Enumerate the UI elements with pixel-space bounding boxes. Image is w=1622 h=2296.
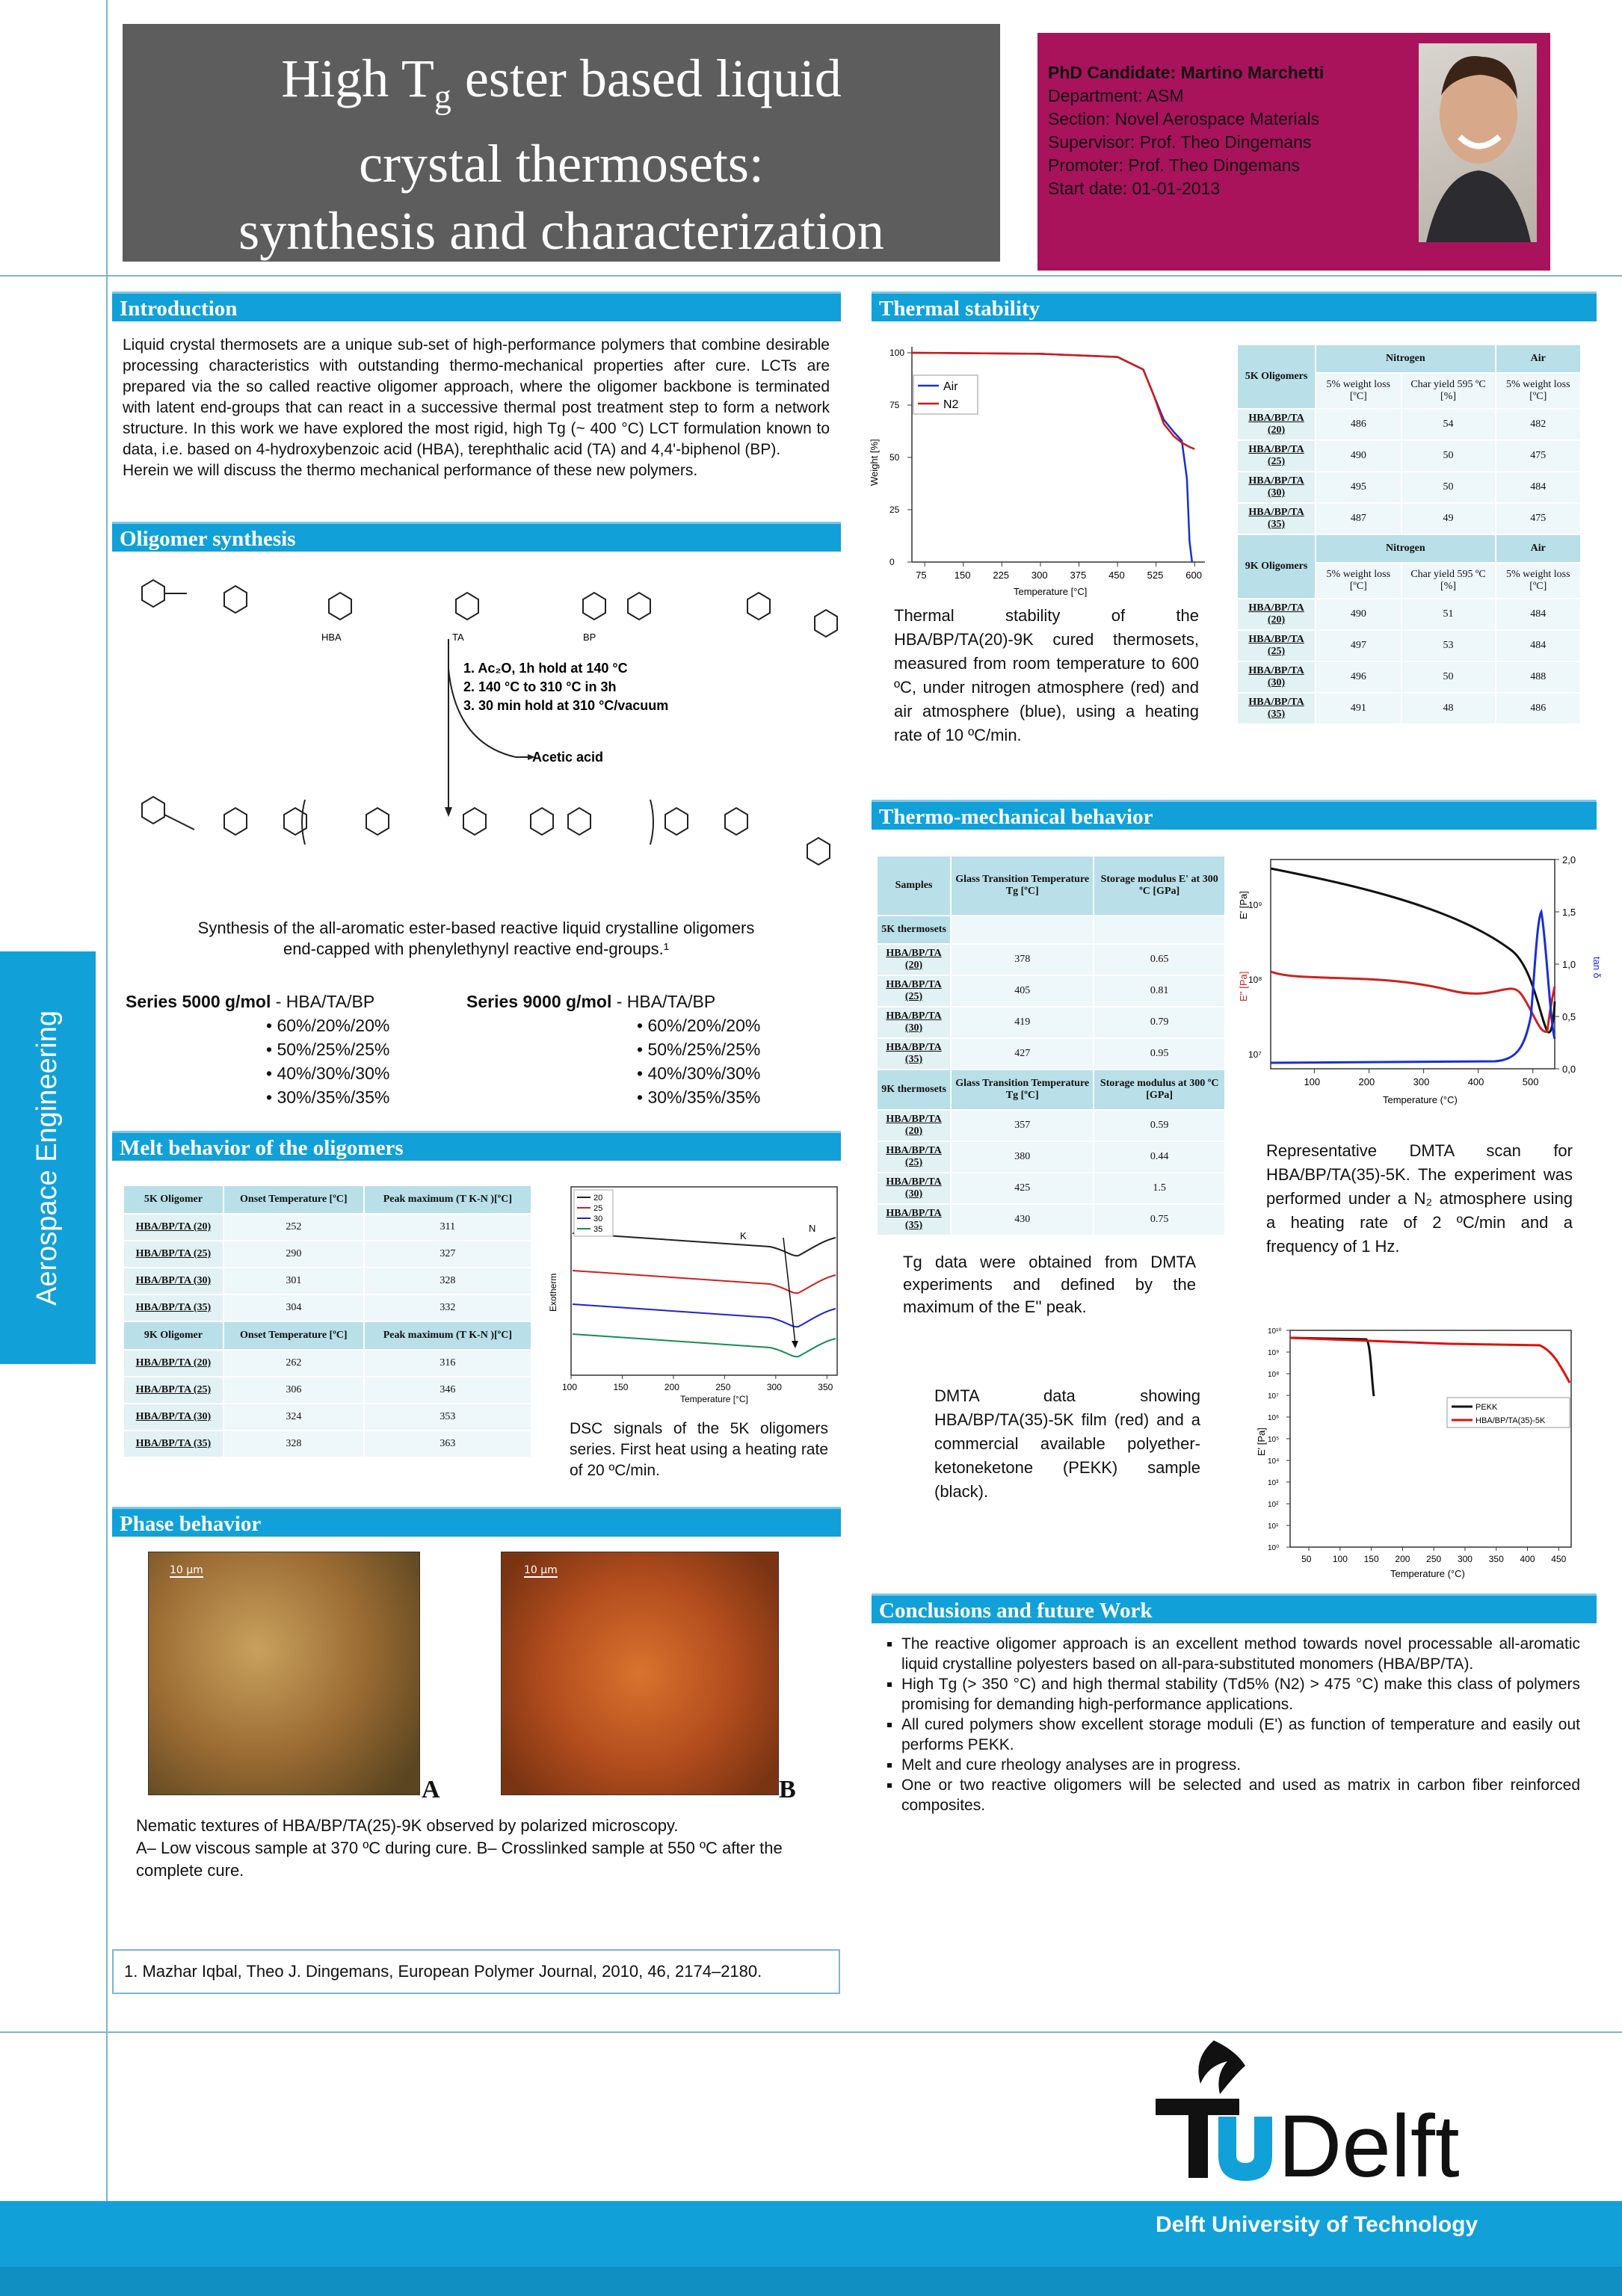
byproduct-label: Acetic acid [532,750,604,765]
tga-xtick-label: 600 [1185,570,1202,581]
phase-caption: Nematic textures of HBA/BP/TA(25)-9K observed by polarized microscopy. A– Low viscous sample at 370 ºC during cure. B– Crosslinked sample at 550 ºC after the complete cure. [136,1816,783,1880]
table-row: HBA/BP/TA (35) 491 48 486 [1237,693,1581,724]
table-row: HBA/BP/TA (30) 425 1.5 [877,1173,1225,1204]
dmta-y2label: E'' [Pa] [1238,971,1249,1002]
reaction-scheme [112,557,841,916]
section-thermo-mechanical: Thermo-mechanical behavior [872,800,1597,830]
section-thermal-stability: Thermal stability [872,291,1597,321]
micrograph-b [501,1552,779,1795]
table-row: HBA/BP/TA (20) 378 0.65 [877,944,1225,975]
pekk-ytick-label: 10² [1268,1501,1279,1509]
series-5k: Series 5000 g/mol - HBA/TA/BP • 60%/20%/20% • 50%/25%/25% • 40%/30%/30% • 30%/35%/35% [126,992,390,1107]
dmta-y3tick-label: 0,5 [1562,1011,1576,1022]
tga-xtick-label: 150 [954,570,971,581]
dsc-legend-label: 35 [593,1225,603,1234]
table-row: HBA/BP/TA (25) 290 327 [123,1241,531,1268]
melt-table: 5K Oligomer Onset Temperature [ºC] Peak maximum (T K-N )[ºC] HBA/BP/TA (20) 252 311 HBA/BP/TA (25) 290 327 HBA/BP/TA (30) 301 328 HBA/BP/TA (35) 304 332 9K Oligomer Onset Temperature [ºC] Peak maximum (T K-N )[ºC] HBA/BP/TA (20) 262 316 HBA/BP/TA (25) 306 346 HBA/BP/TA (30) 324 353 HBA/BP/TA (35) 328 363 [123,1185,532,1458]
table-row: HBA/BP/TA (30) 324 353 [123,1404,531,1431]
table-row: HBA/BP/TA (35) 430 0.75 [877,1204,1225,1235]
legend-air: Air [943,380,958,393]
list-item: ▪ The reactive oligomer approach is an excellent method towards novel processable all-aromatic liquid crystalline polyesters based on all-para-substituted monomers (HBA/BP/TA). [901,1634,1580,1674]
candidate-photo [1419,43,1537,242]
list-item: ▪ One or two reactive oligomers will be selected and used as matrix in carbon fiber reinforced composites. [901,1775,1580,1815]
series-9k: Series 9000 g/mol - HBA/TA/BP • 60%/20%/20% • 50%/25%/25% • 40%/30%/30% • 30%/35%/35% [466,992,761,1107]
section-melt-behavior: Melt behavior of the oligomers [112,1131,841,1161]
table-row: HBA/BP/TA (30) 495 50 484 [1237,472,1581,503]
table-row: HBA/BP/TA (30) 419 0.79 [877,1007,1225,1038]
scheme-caption: Synthesis of the all-aromatic ester-based reactive liquid crystalline oligomers end-capped with phenylethynyl reactive end-groups.¹ [197,919,755,958]
tg-note: Tg data were obtained from DMTA experiments and defined by the maximum of the E'' peak. [903,1253,1196,1316]
tga-xtick-label: 75 [916,570,927,581]
table-row: HBA/BP/TA (25) 306 346 [123,1377,531,1404]
label-a: A [422,1776,440,1803]
pekk-ytick-label: 10⁵ [1268,1436,1280,1444]
reference: 1. Mazhar Iqbal, Theo J. Dingemans, European Polymer Journal, 2010, 46, 2174–2180. [112,1949,840,1994]
tga-xtick-label: 300 [1031,570,1048,581]
label-hba: HBA [321,632,342,643]
tga-chart [864,344,1208,605]
table-row: HBA/BP/TA (25) 490 50 475 [1237,440,1581,472]
dsc-xlabel: Temperature [°C] [680,1394,748,1404]
dsc-ylabel: Exotherm [548,1273,558,1312]
bottom-divider [0,2031,1622,2033]
table-row: HBA/BP/TA (30) 496 50 488 [1237,661,1581,693]
pekk-xtick-label: 50 [1301,1554,1312,1564]
tudelft-logo [1156,2036,1544,2196]
dmta-y3tick-label: 1,5 [1562,907,1576,918]
tga-ytick-label: 75 [889,400,900,410]
pekk-xtick-label: 400 [1520,1554,1535,1564]
tga-ylabel: Weight [%] [869,439,880,486]
dmta-ylabel: E' [Pa] [1238,891,1249,919]
pekk-xtick-label: 450 [1551,1554,1567,1564]
conclusions-list [879,1634,1580,1815]
dmta-xtick-label: 100 [1304,1076,1321,1087]
department-sidebar [0,951,96,1364]
table-row: HBA/BP/TA (30) 301 328 [123,1268,531,1294]
table-row: HBA/BP/TA (20) 486 54 482 [1237,409,1581,440]
pekk-ytick-label: 10⁹ [1268,1349,1280,1357]
tga-xlabel: Temperature [°C] [1014,586,1088,597]
list-item: ▪ All cured polymers show excellent storage moduli (E') as function of temperature and easily out performs PEKK. [901,1715,1580,1755]
candidate-name: PhD Candidate: Martino Marchetti [1048,63,1325,82]
tga-ytick-label: 100 [889,348,905,358]
tga-xtick-label: 525 [1147,570,1164,581]
dmta-y3tick-label: 2,0 [1562,854,1576,865]
dmta-table: Samples Glass Transition Temperature Tg [ºC] Storage modulus E' at 300 ºC [GPa] 5K thermosets HBA/BP/TA (20) 378 0.65 HBA/BP/TA (25) 405 0.81 HBA/BP/TA (30) 419 0.79 HBA/BP/TA (35) 427 0.95 9K thermosets Glass Transition Temperature Tg [ºC] Storage modulus at 300 ºC [GPa] HBA/BP/TA (20) 357 0.59 HBA/BP/TA (25) 380 0.44 HBA/BP/TA (30) 425 1.5 HBA/BP/TA (35) 430 0.75 [876,855,1226,1236]
label-bp: BP [583,632,596,643]
section-conclusions: Conclusions and future Work [872,1593,1597,1623]
pekk-xtick-label: 200 [1395,1554,1410,1564]
dsc-xtick-label: 150 [613,1382,629,1392]
pekk-ytick-label: 10⁰ [1268,1544,1280,1552]
tga-ytick-label: 25 [889,504,900,515]
intro-text: Liquid crystal thermosets are a unique sub-set of high-performance polymers that combine desirable processing characteristics with outstanding thermo-mechanical properties after cure. LCTs are prepared via the so called reactive oligomer approach, where the oligomer backbone is terminated with latent end-groups that can react in a successive thermal post treatment step to form a network structure. In this work we have explored the most rigid, high Tg (~ 400 °C) LCT formulation known to data, i.e. based on 4-hydroxybenzoic acid (HBA), terephthalic acid (TA) and 4,4'-biphenol (BP). Herein we will discuss the thermo mechanical performance of these new polymers. [123,336,830,479]
pekk-chart [1256,1321,1577,1583]
pekk-xtick-label: 300 [1457,1554,1473,1564]
pekk-ytick-label: 10³ [1268,1479,1279,1487]
pekk-caption: DMTA data showing HBA/BP/TA(35)-5K film (red) and a commercial available polyether-ketoneketone (PEKK) sample (black). [934,1386,1200,1501]
pekk-xtick-label: 250 [1426,1554,1442,1564]
left-guide-line [106,0,108,2201]
table-row: HBA/BP/TA (25) 405 0.81 [877,975,1225,1007]
tga-ytick-label: 0 [889,557,895,567]
pekk-ytick-label: 10¹ [1268,1522,1279,1531]
pekk-xtick-label: 150 [1363,1554,1379,1564]
pekk-ytick-label: 10⁶ [1268,1414,1280,1422]
table-row: HBA/BP/TA (20) 252 311 [123,1214,531,1241]
table-row: HBA/BP/TA (20) 357 0.59 [877,1110,1225,1141]
label-ta: TA [452,632,464,643]
tga-ytick-label: 50 [889,452,900,463]
table-row: HBA/BP/TA (35) 304 332 [123,1294,531,1321]
step-3: 3. 30 min hold at 310 °C/vacuum [463,698,669,713]
table-row: HBA/BP/TA (20) 490 51 484 [1237,599,1581,630]
list-item: ▪ High Tg (> 350 °C) and high thermal stability (Td5% (N2) > 475 °C) make this class of polymers promising for demanding high-performance applications. [901,1674,1580,1715]
section-introduction: Introduction [112,291,841,321]
dmta-chart [1226,852,1603,1106]
pekk-ytick-label: 10⁷ [1268,1392,1279,1401]
pekk-xtick-label: 100 [1332,1554,1348,1564]
pekk-ylabel: E' [Pa] [1256,1428,1267,1456]
tga-caption: Thermal stability of the HBA/BP/TA(20)-9K cured thermosets, measured from room temperature to 600 ºC, under nitrogen atmosphere (red) and air atmosphere (blue), using a heating rate of 10 ºC/min. [894,606,1199,744]
sidebar-label: Aerospace Engineering [31,1010,64,1306]
dsc-xtick-label: 250 [715,1382,731,1392]
dmta-y3label: tan δ [1591,957,1603,978]
annotation-k: K [740,1230,747,1241]
dmta-y3tick-label: 0,0 [1562,1064,1576,1075]
dsc-xtick-label: 100 [562,1382,578,1392]
pekk-xtick-label: 350 [1488,1554,1504,1564]
step-1: 1. Ac₂O, 1h hold at 140 °C [463,661,628,676]
dmta-ytick-label: 10⁸ [1248,975,1262,985]
dsc-legend-label: 20 [593,1194,603,1203]
list-item: ▪ Melt and cure rheology analyses are in progress. [901,1755,1580,1775]
tga-table: 5K Oligomers Nitrogen Air 5% weight loss [ºC] Char yield 595 ºC [%] 5% weight loss [ºC] HBA/BP/TA (20) 486 54 482 HBA/BP/TA (25) 490 50 475 HBA/BP/TA (30) 495 50 484 HBA/BP/TA (35) 487 49 475 9K Oligomers Nitrogen Air 5% weight loss [ºC] Char yield 595 ºC [%] 5% weight loss [ºC] HBA/BP/TA (20) 490 51 484 HBA/BP/TA (25) 497 53 484 HBA/BP/TA (30) 496 50 488 HBA/BP/TA (35) 491 48 486 [1236,344,1582,725]
poster-title: High $T_g$ ester based liquid crystal thermosets: synthesis and characterization [123,24,1000,262]
scale-bar-a: 10 µm [170,1564,203,1576]
dsc-xtick-label: 200 [664,1382,679,1392]
logo-text: Delft [1278,2097,1460,2196]
dsc-series-20 [573,1233,836,1256]
tga-xtick-label: 375 [1070,570,1087,581]
footer-strip [0,2267,1622,2296]
pekk-ytick-label: 10⁴ [1268,1457,1280,1466]
table-row: HBA/BP/TA (35) 328 363 [123,1431,531,1457]
legend-n2: N2 [943,398,959,411]
dsc-legend-label: 25 [593,1204,603,1213]
dsc-xtick-label: 350 [818,1382,833,1392]
tga-xtick-label: 450 [1108,570,1125,581]
footer-text: Delft University of Technology [1156,2212,1478,2237]
dmta-ytick-label: 10⁷ [1248,1049,1262,1060]
table-row: HBA/BP/TA (35) 427 0.95 [877,1038,1225,1070]
step-2: 2. 140 °C to 310 °C in 3h [463,679,617,694]
dmta-xtick-label: 200 [1358,1076,1375,1087]
section-oligomer-synthesis: Oligomer synthesis [112,522,841,552]
legend-pekk: PEKK [1475,1403,1498,1412]
dmta-y3tick-label: 1,0 [1562,959,1576,970]
dmta-ytick-label: 10⁹ [1248,900,1262,910]
tga-xtick-label: 225 [993,570,1010,581]
pekk-ytick-label: 10¹⁰ [1268,1327,1282,1336]
dsc-series-30 [573,1304,836,1327]
dmta-xtick-label: 400 [1467,1076,1484,1087]
dsc-series-25 [573,1271,836,1293]
pekk-ytick-label: 10⁸ [1268,1371,1280,1379]
dmta-caption: Representative DMTA scan for HBA/BP/TA(35)-5K. The experiment was performed under a N₂ atmosphere using a heating rate of 2 ºC/min and a frequency of 1 Hz. [1266,1141,1573,1256]
top-divider [0,275,1622,277]
dmta-xlabel: Temperature (°C) [1383,1094,1458,1105]
scale-bar-b: 10 µm [524,1564,558,1576]
section-phase-behavior: Phase behavior [112,1507,841,1537]
legend-hba: HBA/BP/TA(35)-5K [1475,1416,1546,1425]
dsc-caption: DSC signals of the 5K oligomers series. First heat using a heating rate of 20 ºC/min. [570,1420,828,1479]
label-b: B [779,1776,796,1803]
table-row: HBA/BP/TA (35) 487 49 475 [1237,503,1581,534]
dsc-xtick-label: 300 [766,1382,782,1392]
dsc-chart [546,1181,845,1405]
candidate-info: PhD Candidate: Martino Marchetti Department: ASM Section: Novel Aerospace Materials Supervisor: Prof. Theo Dingemans Promoter: Prof. Theo Dingemans Start date: 01-01-2013 [1037,33,1550,271]
table-row: HBA/BP/TA (25) 497 53 484 [1237,630,1581,661]
annotation-n: N [809,1223,816,1234]
dmta-xtick-label: 300 [1413,1076,1430,1087]
micrograph-a [148,1552,420,1795]
pekk-xlabel: Temperature (°C) [1390,1568,1465,1579]
table-row: HBA/BP/TA (25) 380 0.44 [877,1141,1225,1173]
dmta-xtick-label: 500 [1522,1076,1539,1087]
dsc-legend-label: 30 [593,1215,603,1223]
table-row: HBA/BP/TA (20) 262 316 [123,1350,531,1377]
